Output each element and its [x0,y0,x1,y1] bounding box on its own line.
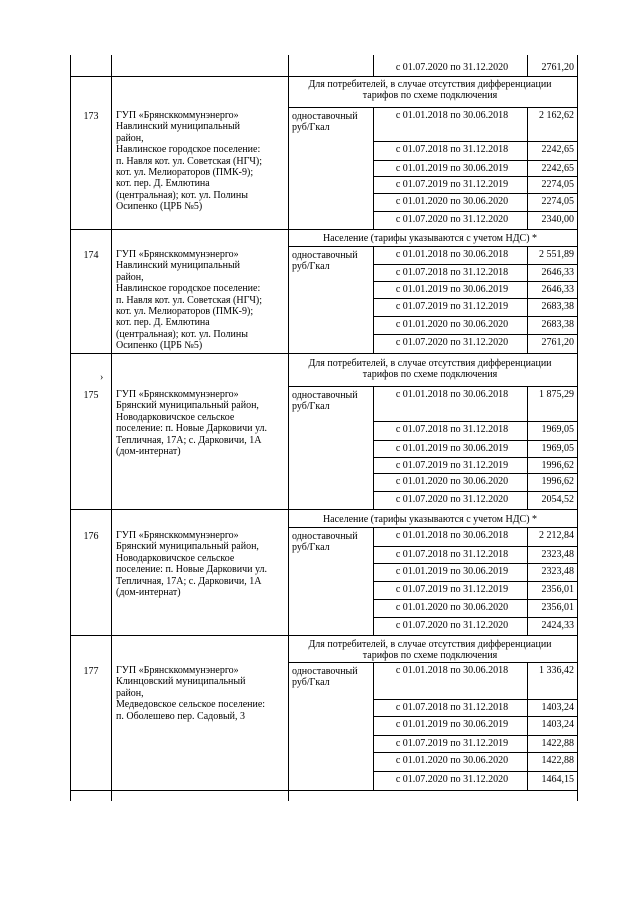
table-rule-vertical [527,527,528,635]
table-rule-horizontal [373,141,577,142]
tariff-value: 2 212,84 [539,530,574,541]
table-rule-horizontal [288,527,577,528]
table-rule-horizontal [373,160,577,161]
table-rule-horizontal [373,473,577,474]
table-rule-horizontal [373,334,577,335]
tariff-period: с 01.01.2020 по 30.06.2020 [395,319,509,330]
organization-description: ГУП «Брянсккоммунэнерго» Навлинский муниципальный район, Навлинское городское поселение: п. Навля кот. ул. Советская (НГЧ); кот. ул. Мелиораторов (ПМК-9); кот. пер. Д. Емлютина (центральная); кот. ул. Полины Осипенко (ЦРБ №5) [116,249,262,352]
tariff-value: 2356,01 [541,584,574,595]
tariff-value: 2683,38 [541,301,574,312]
table-rule-horizontal [373,699,577,700]
tariff-value: 2323,48 [541,566,574,577]
tariff-value: 1 875,29 [539,389,574,400]
organization-description: ГУП «Брянсккоммунэнерго» Брянский муниципальный район, Новодарковичское сельское поселение: п. Новые Дарковичи ул. Тепличная, 17А; с. Дарковичи, 1А (дом-интернат) [116,389,268,458]
tariff-period: с 01.07.2020 по 31.12.2020 [395,620,509,631]
table-rule-vertical [373,386,374,509]
stray-mark: › [100,372,104,383]
organization-description: ГУП «Брянсккоммунэнерго» Брянский муниципальный район, Новодарковичское сельское поселение: п. Новые Дарковичи ул. Тепличная, 17А; с. Дарковичи, 1А (дом-интернат) [116,530,268,599]
table-rule-horizontal [373,546,577,547]
tariff-period: с 01.01.2018 по 30.06.2018 [395,389,509,400]
tariff-period: с 01.07.2019 по 31.12.2019 [395,738,509,749]
tariff-value: 2356,01 [541,602,574,613]
tariff-period: с 01.07.2020 по 31.12.2020 [395,214,509,225]
tariff-value: 2683,38 [541,319,574,330]
tariff-period: с 01.01.2019 по 30.06.2019 [395,284,509,295]
table-rule-horizontal [373,491,577,492]
tariff-period: с 01.01.2018 по 30.06.2018 [395,665,509,676]
tariff-period: с 01.07.2018 по 31.12.2018 [395,267,509,278]
tariff-value: 1996,62 [541,460,574,471]
table-rule-horizontal [373,752,577,753]
tariff-period: с 01.01.2019 по 30.06.2019 [395,443,509,454]
table-rule-horizontal [373,581,577,582]
table-rule-vertical [70,55,71,801]
table-rule-horizontal [373,457,577,458]
tariff-period: с 01.07.2018 по 31.12.2018 [395,144,509,155]
tariff-value: 2242,65 [541,163,574,174]
tariff-period: с 01.07.2020 по 31.12.2020 [395,337,509,348]
table-rule-horizontal [373,316,577,317]
table-rule-horizontal [70,790,577,791]
table-rule-horizontal [373,193,577,194]
table-rule-horizontal [373,440,577,441]
tariff-period: с 01.07.2020 по 31.12.2020 [395,494,509,505]
tariff-period: с 01.07.2020 по 31.12.2020 [395,774,509,785]
table-rule-vertical [527,662,528,790]
tariff-period: с 01.01.2019 по 30.06.2019 [395,163,509,174]
table-rule-horizontal [288,246,577,247]
tariff-period: с 01.01.2019 по 30.06.2019 [395,566,509,577]
row-number: 173 [83,111,99,122]
table-rule-vertical [527,386,528,509]
table-rule-horizontal [70,509,577,510]
tariff-period: с 01.01.2018 по 30.06.2018 [395,530,509,541]
table-rule-vertical [373,55,374,76]
table-rule-vertical [373,662,374,790]
tariff-period: с 01.01.2020 по 30.06.2020 [395,755,509,766]
row-number: 174 [83,250,99,261]
table-rule-vertical [288,55,289,801]
top-fragment-value: 2761,20 [541,62,574,73]
tariff-value: 2646,33 [541,267,574,278]
table-rule-vertical [373,527,374,635]
row-number: 175 [83,390,99,401]
table-rule-horizontal [373,211,577,212]
table-rule-horizontal [373,617,577,618]
tariff-value: 1969,05 [541,424,574,435]
tariff-period: с 01.01.2020 по 30.06.2020 [395,602,509,613]
tariff-period: с 01.07.2019 по 31.12.2019 [395,301,509,312]
table-rule-horizontal [373,176,577,177]
tariff-period: с 01.07.2019 по 31.12.2019 [395,584,509,595]
section-header-population: Население (тарифы указываются с учетом НДС) * [322,514,538,525]
organization-description: ГУП «Брянсккоммунэнерго» Клинцовский муниципальный район, Медведовское сельское поселение: п. Оболешево пер. Садовый, 3 [116,665,266,722]
tariff-value: 2054,52 [541,494,574,505]
tariff-unit: одноставочный руб/Гкал [292,531,358,553]
table-rule-horizontal [373,264,577,265]
table-rule-horizontal [373,563,577,564]
table-rule-horizontal [70,229,577,230]
top-fragment-period: с 01.07.2020 по 31.12.2020 [395,62,509,73]
tariff-value: 1969,05 [541,443,574,454]
section-header-no-differentiation: Для потребителей, в случае отсутствия дифференциации тарифов по схеме подключения [308,79,552,101]
table-rule-horizontal [70,353,577,354]
section-header-no-differentiation: Для потребителей, в случае отсутствия дифференциации тарифов по схеме подключения [308,639,552,661]
table-rule-horizontal [373,735,577,736]
tariff-value: 2274,05 [541,179,574,190]
tariff-value: 2424,33 [541,620,574,631]
tariff-value: 2761,20 [541,337,574,348]
tariff-value: 1422,88 [541,738,574,749]
tariff-period: с 01.07.2018 по 31.12.2018 [395,549,509,560]
tariff-value: 2242,65 [541,144,574,155]
table-rule-horizontal [288,107,577,108]
tariff-period: с 01.01.2020 по 30.06.2020 [395,196,509,207]
table-rule-vertical [373,246,374,353]
tariff-period: с 01.07.2018 по 31.12.2018 [395,702,509,713]
row-number: 177 [83,666,99,677]
table-rule-horizontal [288,386,577,387]
tariff-value: 1403,24 [541,702,574,713]
table-rule-vertical [577,55,578,801]
tariff-unit: одноставочный руб/Гкал [292,111,358,133]
tariff-value: 1464,15 [541,774,574,785]
table-rule-horizontal [373,298,577,299]
table-rule-horizontal [373,599,577,600]
tariff-period: с 01.07.2019 по 31.12.2019 [395,460,509,471]
tariff-value: 1403,24 [541,719,574,730]
tariff-period: с 01.01.2018 по 30.06.2018 [395,249,509,260]
tariff-value: 2274,05 [541,196,574,207]
tariff-period: с 01.07.2019 по 31.12.2019 [395,179,509,190]
table-rule-horizontal [373,716,577,717]
table-rule-horizontal [373,421,577,422]
table-rule-vertical [111,55,112,801]
tariff-value: 1 336,42 [539,665,574,676]
tariff-value: 1422,88 [541,755,574,766]
tariff-value: 1996,62 [541,476,574,487]
tariff-unit: одноставочный руб/Гкал [292,390,358,412]
table-rule-vertical [527,107,528,229]
tariff-unit: одноставочный руб/Гкал [292,666,358,688]
tariff-value: 2323,48 [541,549,574,560]
table-rule-horizontal [288,662,577,663]
tariff-value: 2 162,62 [539,110,574,121]
tariff-value: 2 551,89 [539,249,574,260]
table-rule-horizontal [373,771,577,772]
table-rule-horizontal [373,281,577,282]
table-rule-vertical [527,246,528,353]
organization-description: ГУП «Брянсккоммунэнерго» Навлинский муниципальный район, Навлинское городское поселение: п. Навля кот. ул. Советская (НГЧ); кот. ул. Мелиораторов (ПМК-9); кот. пер. Д. Емлютина (центральная); кот. ул. Полины Осипенко (ЦРБ №5) [116,110,262,213]
tariff-value: 2340,00 [541,214,574,225]
tariff-period: с 01.01.2019 по 30.06.2019 [395,719,509,730]
tariff-period: с 01.01.2020 по 30.06.2020 [395,476,509,487]
tariff-value: 2646,33 [541,284,574,295]
section-header-population: Население (тарифы указываются с учетом НДС) * [322,233,538,244]
row-number: 176 [83,531,99,542]
section-header-no-differentiation: Для потребителей, в случае отсутствия дифференциации тарифов по схеме подключения [308,358,552,380]
tariff-period: с 01.01.2018 по 30.06.2018 [395,110,509,121]
table-rule-horizontal [70,635,577,636]
tariff-unit: одноставочный руб/Гкал [292,250,358,272]
table-rule-vertical [527,55,528,76]
tariff-period: с 01.07.2018 по 31.12.2018 [395,424,509,435]
table-rule-horizontal [70,76,577,77]
table-rule-vertical [373,107,374,229]
